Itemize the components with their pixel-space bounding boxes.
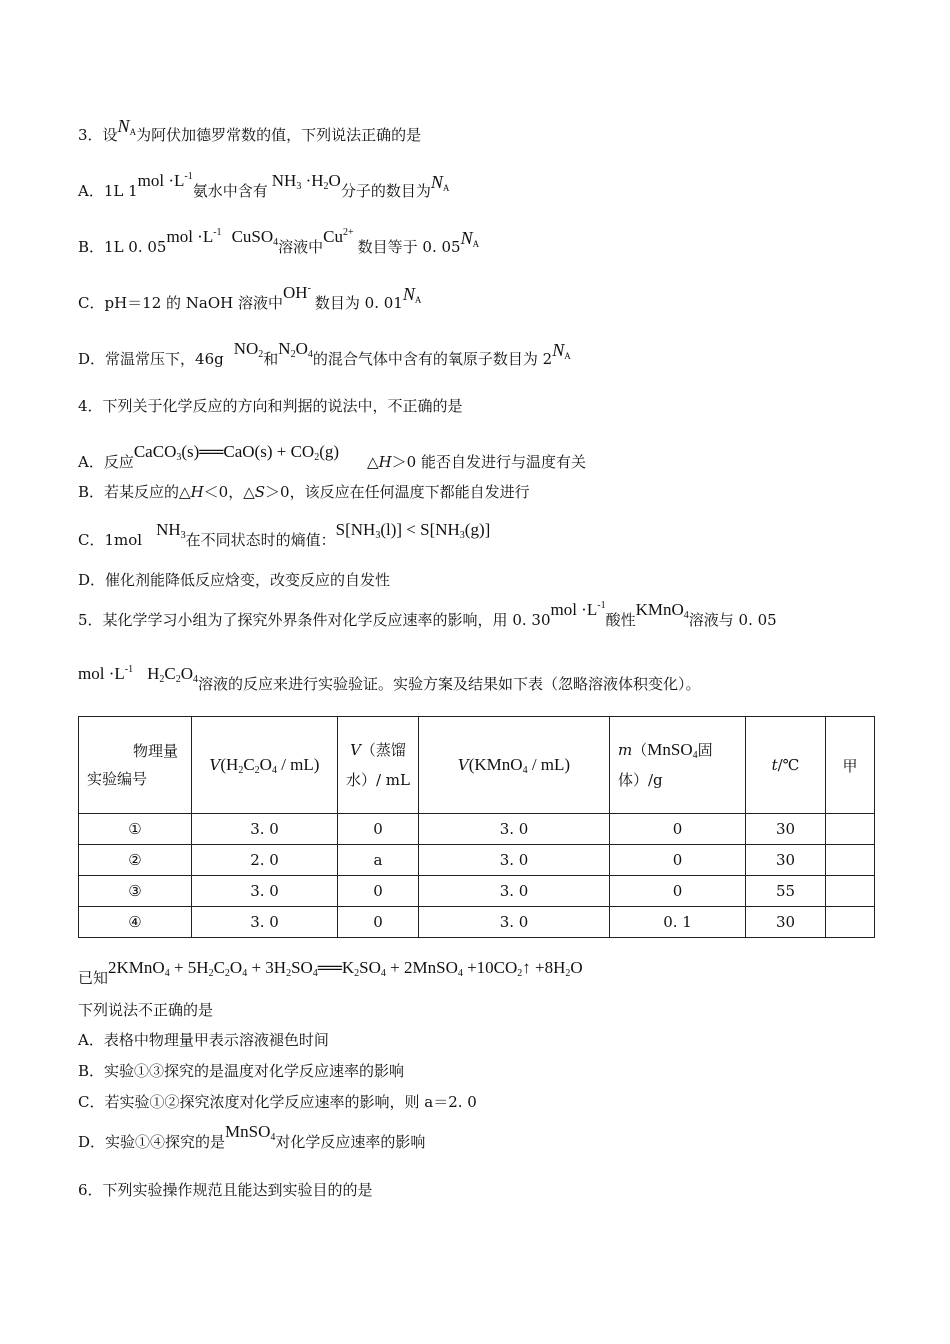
unit: mol $\cdot L^{-1}$ [166,227,222,246]
cu-ion: $Cu^{2+}$ [323,227,354,246]
q3-option-c [78,283,422,313]
q5-known-equation: 已知2KMnO$_4$ + $5H_2C_2O_4$ + $3H_2SO_4══K_2SO_4$ + 2MnSO$_4$ $+10CO_2↑ +8H_2O$ [78,958,583,987]
table-row: ④ 3. 0 0 3. 0 0. 1 30 [79,907,875,938]
experiment-table [78,716,875,938]
q4-a-tail: △H＞0 能否自发进行与温度有关 [367,453,586,471]
q3-a-label: A．1L 1 [78,182,138,200]
table-row: ② 2. 0 a 3. 0 0 30 [79,845,875,876]
q3-b-text1: 溶液中 [278,238,324,256]
q5-option-a: A．表格中物理量甲表示溶液褪色时间 [78,1031,329,1049]
q3-d-text2: 的混合气体中含有的氧原子数目为 2 [312,350,553,368]
q6-stem: 6．下列实验操作规范且能达到实验目的的是 [78,1181,373,1199]
n2o4-formula: $N_2O_4$ [278,339,313,360]
q4-option-c [78,520,491,550]
header-mnso4: m（MnSO$_4$固体）/g [610,717,746,814]
q3-stem-prefix: 3．设 [78,126,118,144]
table-row: ③ 3. 0 0 3. 0 0 55 [79,876,875,907]
q3-stem-suffix: 为阿伏加德罗常数的值，下列说法正确的是 [136,126,422,144]
q5-stem-line1: 5．某化学学习小组为了探究外界条件对化学反应速率的影响，用 0. $30mol \cdot L^{-1}$酸性KMnO$_4$溶液与 0. 05 [78,600,777,629]
table-row: ① 3. 0 0 3. 0 0 30 [79,814,875,845]
q3-stem [78,116,422,145]
unit: mol $\cdot L^{-1}$ [550,600,606,619]
cuso4-formula: CuSO$_4$ [231,227,279,248]
q3-option-b [78,227,480,257]
q3-d-text1: 和 [263,350,279,368]
q3-a-text1: 氨水中含有 [192,182,268,200]
mnso4-formula: MnSO$_4$ [225,1122,276,1143]
q4-option-d: D．催化剂能降低反应焓变，改变反应的自发性 [78,571,391,589]
nh3-formula: $NH_3$ [156,520,186,541]
q4-stem: 4．下列关于化学反应的方向和判据的说法中，不正确的是 [78,397,463,415]
na-symbol: $N_A$ [460,228,480,249]
table-header-row [79,717,875,814]
q5-question: 下列说法不正确的是 [78,1001,214,1019]
q3-c-text1: 数目为 0. 01 [314,294,403,312]
entropy-inequality: $S[NH_3(l)] < S[NH_3(g)]$ [335,520,491,541]
nh3h2o-formula: $NH_3 \cdot H_2O$ [271,171,341,192]
unit: mol $\cdot L^{-1}$ [137,171,193,190]
oh-ion: OH- [283,283,311,302]
caco3-equation: CaCO$_3$(s)══CaO(s) + $CO_2(g)$ [133,442,340,463]
header-temp: t/℃ [746,717,826,814]
q5-option-d: D．实验①④探究的是MnSO$_4$对化学反应速率的影响 [78,1122,426,1151]
q4-a-label: A．反应 [78,453,134,471]
header-kmno4: V(KMnO$_4$ / mL) [419,717,610,814]
q3-option-d [78,339,571,369]
h2c2o4-formula: $H_2C_2O_4$ [147,664,198,685]
q5-option-c: C．若实验①②探究浓度对化学反应速率的影响，则 a＝2. 0 [78,1093,477,1111]
q3-d-label: D．常温常压下，46g [78,350,224,368]
q3-option-a [78,171,450,201]
q4-option-a [78,442,586,472]
q4-c-text1: 在不同状态时的熵值： [185,531,336,549]
na-symbol: $N_A$ [552,340,571,361]
header-water: V（蒸馏水）/ mL [338,717,419,814]
q3-a-text2: 分子的数目为 [340,182,431,200]
q5-stem-line2: mol $\cdot L^{-1}$ $H_2C_2O_4$溶液的反应来进行实验验证。实验方案及结果如下表（忽略溶液体积变化）。 [78,664,701,693]
header-h2c2o4: $V(H_2C_2O_4 / mL)$ [192,717,338,814]
q3-b-label: B．1L 0. 05 [78,238,167,256]
na-symbol: $N_A$ [402,284,422,305]
q5-option-b: B．实验①③探究的是温度对化学反应速率的影响 [78,1062,405,1080]
reaction-equation: 2KMnO$_4$ + $5H_2C_2O_4$ + $3H_2SO_4══K_2SO_4$ + 2MnSO$_4$ $+10CO_2↑ +8H_2O$ [108,958,583,979]
q4-c-label: C．1mol [78,531,143,549]
header-jia: 甲 [826,717,875,814]
corner-cell: 物理量 实验编号 [79,717,192,814]
na-symbol: $N_A$ [430,172,450,193]
q3-b-text2: 数目等于 0. 05 [357,238,461,256]
q4-option-b: B．若某反应的△H＜0，△S＞0，该反应在任何温度下都能自发进行 [78,483,530,501]
q3-c-label: C．pH＝12 的 NaOH 溶液中 [78,294,283,312]
kmno4-formula: KMnO$_4$ [635,600,689,621]
no2-formula: $NO_2$ [233,339,264,360]
na-symbol: $N_A$ [117,116,137,137]
unit: mol $\cdot L^{-1}$ [78,664,134,683]
